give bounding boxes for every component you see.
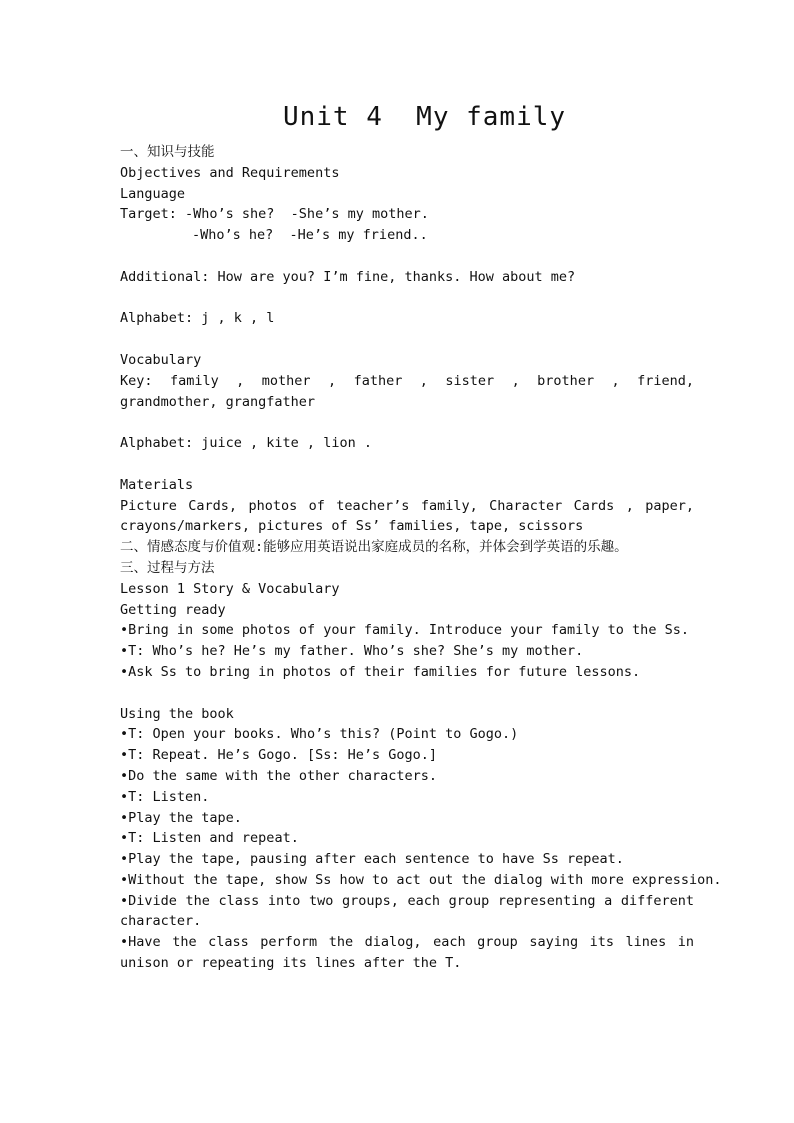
additional-line: Additional: How are you? I’m fine, thanks. How about me? [120, 268, 576, 285]
spacer [120, 329, 694, 350]
alphabet-line-1: Alphabet: j , k , l [120, 310, 275, 327]
vocabulary-heading: Vocabulary [120, 351, 202, 368]
materials-list: Picture Cards, photos of teacher’s family, Character Cards , paper, crayons/markers, pictures of Ss’ families, tape, scissors [120, 497, 694, 535]
section-heading-1: 一、知识与技能 [120, 144, 215, 160]
section-heading-3: 三、过程与方法 [120, 559, 215, 576]
list-item: • Play the tape, pausing after each sentence to have Ss repeat. [120, 849, 694, 870]
list-item: • T: Open your books. Who’s this? (Point to Gogo.) [120, 724, 694, 745]
list-item: • Do the same with the other characters. [120, 766, 694, 787]
page-title: Unit 4 My family [282, 102, 567, 132]
list-item: • T: Repeat. He’s Gogo. [Ss: He’s Gogo.] [120, 745, 694, 766]
lesson-heading: Lesson 1 Story & Vocabulary [120, 580, 340, 597]
list-item: • Ask Ss to bring in photos of their families for future lessons. [120, 662, 694, 683]
spacer [120, 454, 694, 475]
objectives-heading: Objectives and Requirements [120, 164, 340, 181]
using-book-heading: Using the book [120, 705, 234, 722]
list-item: • T: Who’s he? He’s my father. Who’s she? She’s my mother. [120, 641, 694, 662]
list-item: • Bring in some photos of your family. Introduce your family to the Ss. [120, 620, 694, 641]
list-item: • Play the tape. [120, 808, 694, 829]
key-vocabulary: Key: family , mother , father , sister , brother , friend, grandmother, grangfather [120, 372, 694, 410]
materials-heading: Materials [120, 476, 194, 493]
alphabet-line-2: Alphabet: juice , kite , lion . [120, 435, 372, 452]
getting-ready-heading: Getting ready [120, 601, 226, 618]
language-heading: Language [120, 185, 186, 202]
list-item: • Without the tape, show Ss how to act out the dialog with more expression. [120, 870, 694, 891]
list-item: • Have the class perform the dialog, each group saying its lines in unison or repeating its lines after the T. [120, 932, 694, 974]
target-line-2: -Who’s he? -He’s my friend.. [192, 227, 428, 244]
section-heading-2: 二、情感态度与价值观:能够应用英语说出家庭成员的名称，并体会到学英语的乐趣。 [120, 539, 628, 556]
spacer [120, 288, 694, 309]
spacer [120, 246, 694, 267]
list-item: • T: Listen and repeat. [120, 828, 694, 849]
list-item: • T: Listen. [120, 787, 694, 808]
target-line-1: Target: -Who’s she? -She’s my mother. [120, 206, 429, 223]
spacer [120, 412, 694, 433]
spacer [120, 683, 694, 704]
list-item: • Divide the class into two groups, each group representing a different character. [120, 891, 694, 933]
